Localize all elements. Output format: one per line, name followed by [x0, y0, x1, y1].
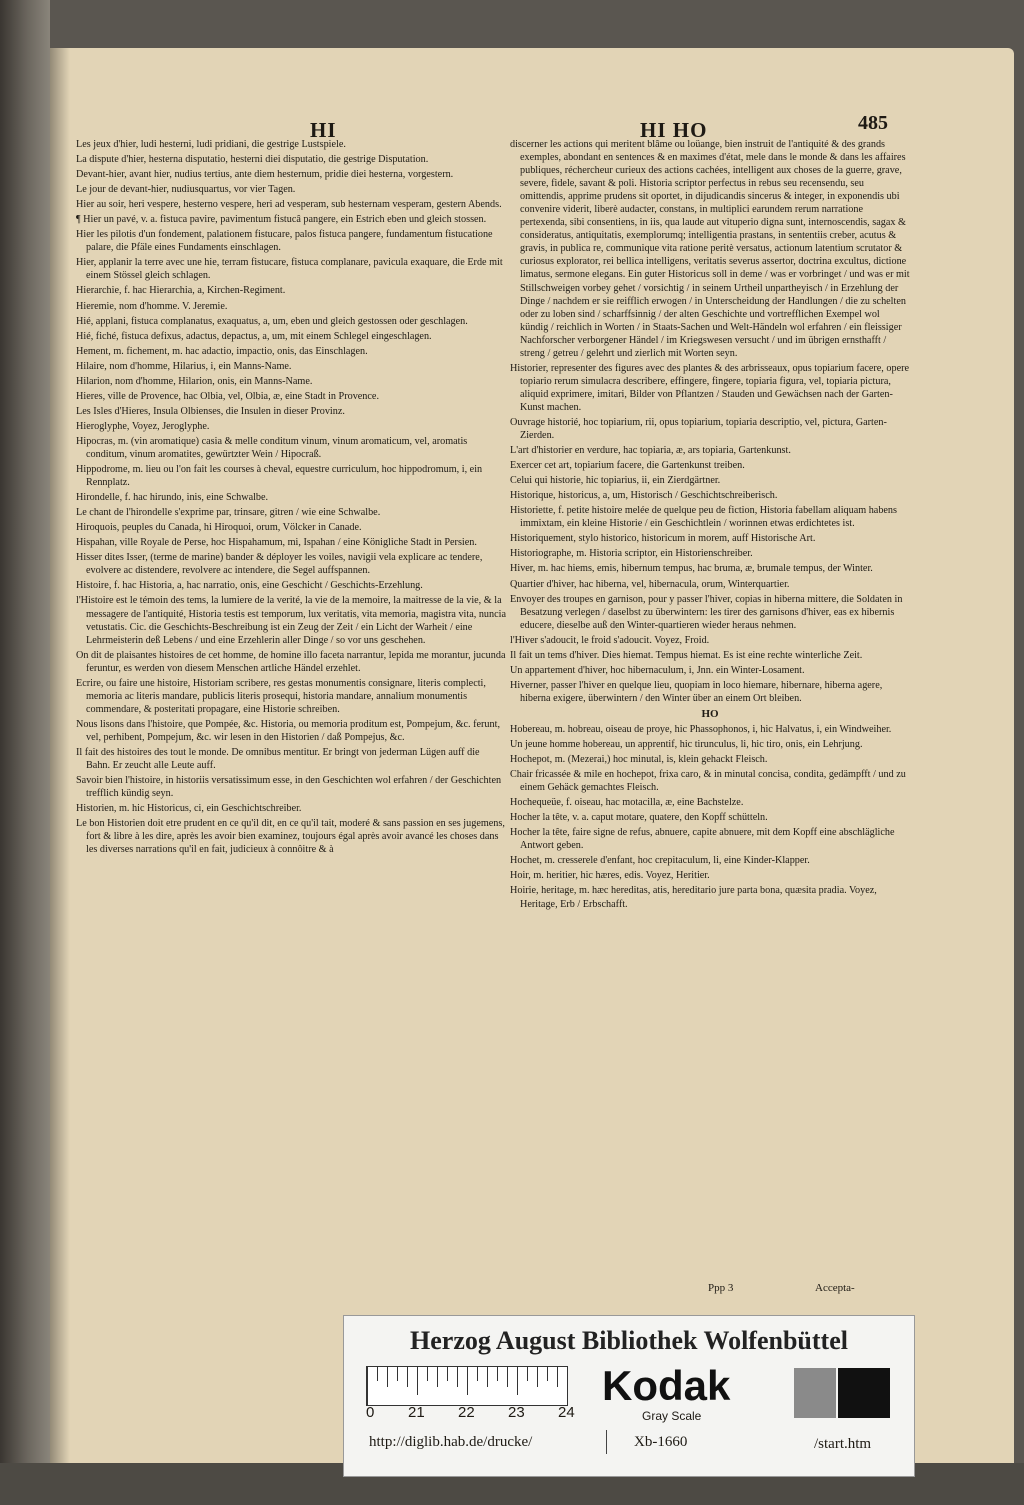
dictionary-entry: l'Histoire est le témoin des tems, la lumiere de la verité, la vie de la memoire, la maitresse de la vie, & la messagere de l'antiquité, Historia testis est temporum, lux veritatis, vita memoria, magistra vita, nuncia vetustatis. Cic. die Geschichts-Beschreibung ist ein Zeug der Zeit / ein Licht der Warheit / eine Lehrmeisterin deß Lebens / und eine Erzehlerin aller Dinge / so vor uns geschehen.	[76, 595, 506, 646]
dictionary-entry: Historiquement, stylo historico, historicum in morem, auff Historische Art.	[510, 533, 816, 545]
library-scan-label	[343, 1315, 915, 1477]
ruler-scale	[366, 1366, 568, 1406]
dictionary-entry: Historier, representer des figures avec des plantes & des arbrisseaux, opus topiarium facere, opere topiario rerum simulacra describere, effingere, fingere, topiaria figura, vel, topiaria pictura, aliquid exprimere, imitari, Bilder von Pflantzen / Stauden und Gewächsen nach der Garten-Kunst machen.	[510, 362, 910, 413]
dictionary-entry: Hieroglyphe, Voyez, Jeroglyphe.	[76, 420, 210, 432]
catchword: Accepta-	[815, 1282, 855, 1294]
dictionary-entry: Les Isles d'Hieres, Insula Olbienses, die Insulen in dieser Provinz.	[76, 405, 345, 417]
dictionary-entry: Savoir bien l'histoire, in historiis versatissimum esse, in den Geschichten wol erfahren / der Geschichten trefflich kündig seyn.	[76, 775, 502, 800]
dictionary-entry: Le chant de l'hirondelle s'exprime par, trinsare, gitren / wie eine Schwalbe.	[76, 507, 381, 519]
dictionary-entry: Hié, fiché, fistuca defixus, adactus, depactus, a, um, mit einem Schlegel eingeschlagen.	[76, 330, 432, 342]
dictionary-entry: Hier au soir, heri vespere, hesterno vespere, heri ad vesperam, sub hesternam vesperam, gestern Abends.	[76, 199, 502, 211]
dictionary-entry: Hiverner, passer l'hiver en quelque lieu, quopiam in loco hiemare, hibernare, hiberna agere, hiberna exigere, überwintern / den Winter über an einem Ort bleiben.	[510, 679, 883, 704]
dictionary-entry: Hoir, m. heritier, hic hæres, edis. Voyez, Heritier.	[510, 870, 710, 882]
dictionary-entry: Hieres, ville de Provence, hac Olbia, vel, Olbia, æ, eine Stadt in Provence.	[76, 390, 379, 402]
ruler-number: 22	[458, 1404, 475, 1421]
dictionary-entry: L'art d'historier en verdure, hac topiaria, æ, ars topiaria, Gartenkunst.	[510, 445, 791, 457]
dictionary-entry: Hochepot, m. (Mezerai,) hoc minutal, is, klein gehackt Fleisch.	[510, 754, 768, 766]
start-path: /start.htm	[814, 1436, 872, 1452]
black-swatch	[838, 1368, 890, 1418]
right-column-hi-entries	[510, 138, 910, 705]
dictionary-entry: Celui qui historie, hic topiarius, ii, ein Zierdgärtner.	[510, 475, 721, 487]
dictionary-entry: Hochequeüe, f. oiseau, hac motacilla, æ, eine Bachstelze.	[510, 797, 744, 809]
dictionary-entry: Il fait des histoires des tout le monde. De omnibus mentitur. Er bringt von jederman Lügen auff die Bahn. Er zeucht alle Leute auff.	[76, 746, 480, 772]
ruler-numbers	[366, 1404, 606, 1422]
dictionary-entry: On dit de plaisantes histoires de cet homme, de homine illo faceta narrantur, lepida me morantur, jucunda feruntur, es werden von diesem Menschen artliche Händel erzehlet.	[76, 649, 506, 674]
dictionary-entry: Le bon Historien doit etre prudent en ce qu'il dit, en ce qu'il tait, moderé & sans passion en ses jugemens, fort & libre à les dire, après les avoir bien examinez, toujours égal après avoir avancé les choses dans les diverses narrations qu'il en fait, judicieux à connôitre & à	[76, 818, 505, 856]
dictionary-entry: Hilaire, nom d'homme, Hilarius, i, ein Manns-Name.	[76, 360, 292, 372]
dictionary-entry: Hoirie, heritage, m. hæc hereditas, atis, hereditario jure parta bona, quæsita pradia. Voyez, Heritage, Erb / Erbschafft.	[510, 885, 877, 910]
dictionary-entry: Envoyer des troupes en garnison, pour y passer l'hiver, copias in hiberna mittere, die Soldaten in Besatzung verlegen / daselbst zu überwintern: les tirer des garnisons d'hiver, eas ex hibernis educere, dieselbe auß den Winter-quartieren wieder heraus nehmen.	[510, 593, 903, 631]
dictionary-entry: l'Hiver s'adoucit, le froid s'adoucit. Voyez, Froid.	[510, 634, 710, 646]
dictionary-entry: Devant-hier, avant hier, nudius tertius, ante diem hesternum, pridie diei hesterna, vorgestern.	[76, 169, 454, 181]
ruler-number: 23	[508, 1404, 525, 1421]
dictionary-entry: Nous lisons dans l'histoire, que Pompée, &c. Historia, ou memoria proditum est, Pompejum, &c. ferunt, vel, perhibent, Pompejum, &c. wir lesen in den Historien / daß Pompejus, &c.	[76, 718, 500, 743]
label-divider	[606, 1430, 607, 1454]
dictionary-entry: Historien, m. hic Historicus, ci, ein Geschichtschreiber.	[76, 803, 302, 815]
running-head-right: HI HO	[640, 118, 708, 142]
dictionary-entry: Historiette, f. petite histoire melée de quelque peu de fiction, Historia fabellam aliquam habens immixtam, ein kleine Historie / ein Geschichtlein / worinnen etwas erdichtetes ist.	[510, 505, 897, 530]
dictionary-entry: Hié, applani, fistuca complanatus, exaquatus, a, um, eben und gleich gestossen oder geschlagen.	[76, 315, 468, 327]
library-title: Herzog August Bibliothek Wolfenbüttel	[410, 1326, 848, 1355]
dictionary-entry: discerner les actions qui meritent blâme ou loüange, bien instruit de l'antiquité & des grands exemples, abondant en sentences & en maximes d'état, mele dans le monde & dans les affaires publiques, réchercheur curieux des actions cachées, intelligent aux choses de la guerre, grave, severe, fidele, savant & poli. Historia scriptor perfectus in rebus seu recensendu, seu omittendis, apprime prudens sit oportet, in dijudicandis sincerus & integer, in exponendis ubi convenire viderit, liberè audacter, constans, in multiplici earundem rerum narratione pertexenda, sibi consentiens, in iis, qua laude aut vituperio digna sunt, internoscendis, sagax & consideratus, antiquitatis, exemplorumq; intelligentia prastans, in sententiis creber, acutus & gravis, in publica re, communique vita ratione peritè versatus, actionum latentium scrutator & curiosus explorator, rei bellica intelligens, veritatis severus assertor, doctrina excultus, dictione limatus, sermone elegans. Ein guter Historicus soll in deme / was er vorbringet / und was er mit Stillschweigen vorbey gehet / vorsichtig / in seinem Urtheil unpartheyisch / in Erzehlung der Dinge / nachdem er sie reifflich erwogen / in Unterscheidung der Handlungen / die zu schelten oder zu loben sind / scharffsinnig / der alten Geschichte und vortrefflichen Exempel wol kündig / reichlich in Worten / in Staats-Sachen und Welt-Händeln wol erfahren / ein fleissiger Nachforscher verborgener Händel / im Kriegswesen versucht / und im übrigen ernsthafft / streng / getreu / gelehrt und zierlich mit Worten seyn.	[510, 139, 910, 359]
shelfmark: Xb-1660	[634, 1434, 688, 1450]
dictionary-entry: Hocher la tête, faire signe de refus, abnuere, capite abnuere, mit dem Kopff eine abschlägliche Antwort geben.	[510, 827, 895, 852]
dictionary-entry: Ecrire, ou faire une histoire, Historiam scribere, res gestas monumentis consignare, literis complecti, memoria ac literis mandare, publicis literis prosequi, historia mandare, annalium monumentis commendare, & posteritati propagare, eine Historie schreiben.	[76, 677, 486, 715]
library-url: http://diglib.hab.de/drucke/	[369, 1434, 533, 1450]
dictionary-entry: Hier, applanir la terre avec une hie, terram fistucare, fistuca complanare, pavicula exaquare, die Erde mit einem Stössel gleich schlagen.	[76, 257, 503, 282]
dictionary-entry: Hisser dites Isser, (terme de marine) bander & déployer les voiles, navigii vela explicare ac tendere, evolvere ac distendere, revolvere ac intendere, die Segel auffspannen.	[76, 552, 483, 577]
dictionary-entry: Ouvrage historié, hoc topiarium, rii, opus topiarium, topiaria descriptio, vel, pictura, Garten-Zierden.	[510, 416, 887, 442]
dictionary-entry: La dispute d'hier, hesterna disputatio, hesterni diei disputatio, die gestrige Disputation.	[76, 154, 429, 166]
dictionary-entry: Hispahan, ville Royale de Perse, hoc Hispahamum, mi, Ispahan / eine Königliche Stadt in Persien.	[76, 537, 477, 549]
dictionary-entry: Hier les pilotis d'un fondement, palationem fistucare, palos fistuca pangere, fundamentum fistucatione palare, die Pfäle eines Fundaments einschlagen.	[76, 229, 493, 254]
ruler-number: 24	[558, 1404, 575, 1421]
running-head-left: HI	[310, 118, 337, 142]
dictionary-entry: Hiroquois, peuples du Canada, hi Hiroquoi, orum, Völcker in Canade.	[76, 522, 362, 534]
ruler-number: 21	[408, 1404, 425, 1421]
dictionary-entry: Les jeux d'hier, ludi hesterni, ludi pridiani, die gestrige Lustspiele.	[76, 139, 346, 150]
section-heading-ho: HO	[701, 707, 719, 720]
dictionary-entry: Un jeune homme hobereau, un apprentif, hic tirunculus, li, hic tiro, onis, ein Lehrjung.	[510, 739, 863, 751]
dictionary-entry: Il fait un tems d'hiver. Dies hiemat. Tempus hiemat. Es ist eine rechte winterliche Zeit.	[510, 649, 863, 661]
dictionary-entry: Quartier d'hiver, hac hiberna, vel, hibernacula, orum, Winterquartier.	[510, 578, 790, 590]
dictionary-entry: Hochet, m. cresserele d'enfant, hoc crepitaculum, li, eine Kinder-Klapper.	[510, 855, 810, 867]
dictionary-entry: Historique, historicus, a, um, Historisch / Geschichtschreiberisch.	[510, 490, 778, 502]
dictionary-entry: Le jour de devant-hier, nudiusquartus, vor vier Tagen.	[76, 184, 296, 196]
signature-mark: Ppp 3	[708, 1282, 734, 1294]
dictionary-entry: Hement, m. fichement, m. hac adactio, impactio, onis, das Einschlagen.	[76, 345, 368, 357]
dictionary-entry: Hiver, m. hac hiems, emis, hibernum tempus, hac bruma, æ, brumale tempus, der Winter.	[510, 563, 873, 575]
dictionary-entry: Hierarchie, f. hac Hierarchia, a, Kirchen-Regiment.	[76, 285, 286, 297]
left-column	[76, 138, 506, 858]
dictionary-entry: Historiographe, m. Historia scriptor, ein Historienschreiber.	[510, 548, 753, 560]
dictionary-entry: Exercer cet art, topiarium facere, die Gartenkunst treiben.	[510, 460, 745, 472]
dictionary-entry: Hocher la tête, v. a. caput motare, quatere, den Kopff schütteln.	[510, 812, 768, 824]
page-number: 485	[858, 112, 888, 134]
book-gutter	[0, 0, 50, 1505]
ruler-number: 0	[366, 1404, 375, 1421]
gray-swatch	[794, 1368, 836, 1418]
dictionary-entry: Hipocras, m. (vin aromatique) casia & melle conditum vinum, vinum aromaticum, vel, aromatis conditum, vinum aromatites, gewürtzter Wein / Hipocraß.	[76, 435, 468, 460]
dictionary-entry: ¶ Hier un pavé, v. a. fistuca pavire, pavimentum fistucâ pangere, ein Estrich eben und gleich stossen.	[76, 214, 487, 226]
kodak-logo: Kodak	[602, 1362, 731, 1409]
right-column-ho-entries	[510, 723, 910, 911]
dictionary-entry: Chair fricassée & mile en hochepot, frixa caro, & in minutal concisa, condita, gedämpfft / und zu einem Gehäck gemachtes Fleisch.	[510, 769, 906, 794]
dictionary-entry: Histoire, f. hac Historia, a, hac narratio, onis, eine Geschicht / Geschichts-Erzehlung.	[76, 580, 423, 592]
dictionary-entry: Hobereau, m. hobreau, oiseau de proye, hic Phassophonos, i, hic Halvatus, i, ein Windweiher.	[510, 723, 892, 735]
right-column	[510, 138, 910, 913]
dictionary-entry: Hilarion, nom d'homme, Hilarion, onis, ein Manns-Name.	[76, 375, 313, 387]
gray-scale-caption: Gray Scale	[642, 1409, 702, 1423]
dictionary-entry: Hippodrome, m. lieu ou l'on fait les courses à cheval, equestre curriculum, hoc hippodromum, i, ein Rennplatz.	[76, 464, 483, 489]
dictionary-entry: Un appartement d'hiver, hoc hibernaculum, i, Jnn. ein Winter-Losament.	[510, 664, 805, 676]
dictionary-entry: Hirondelle, f. hac hirundo, inis, eine Schwalbe.	[76, 492, 269, 504]
dictionary-entry: Hieremie, nom d'homme. V. Jeremie.	[76, 300, 228, 312]
